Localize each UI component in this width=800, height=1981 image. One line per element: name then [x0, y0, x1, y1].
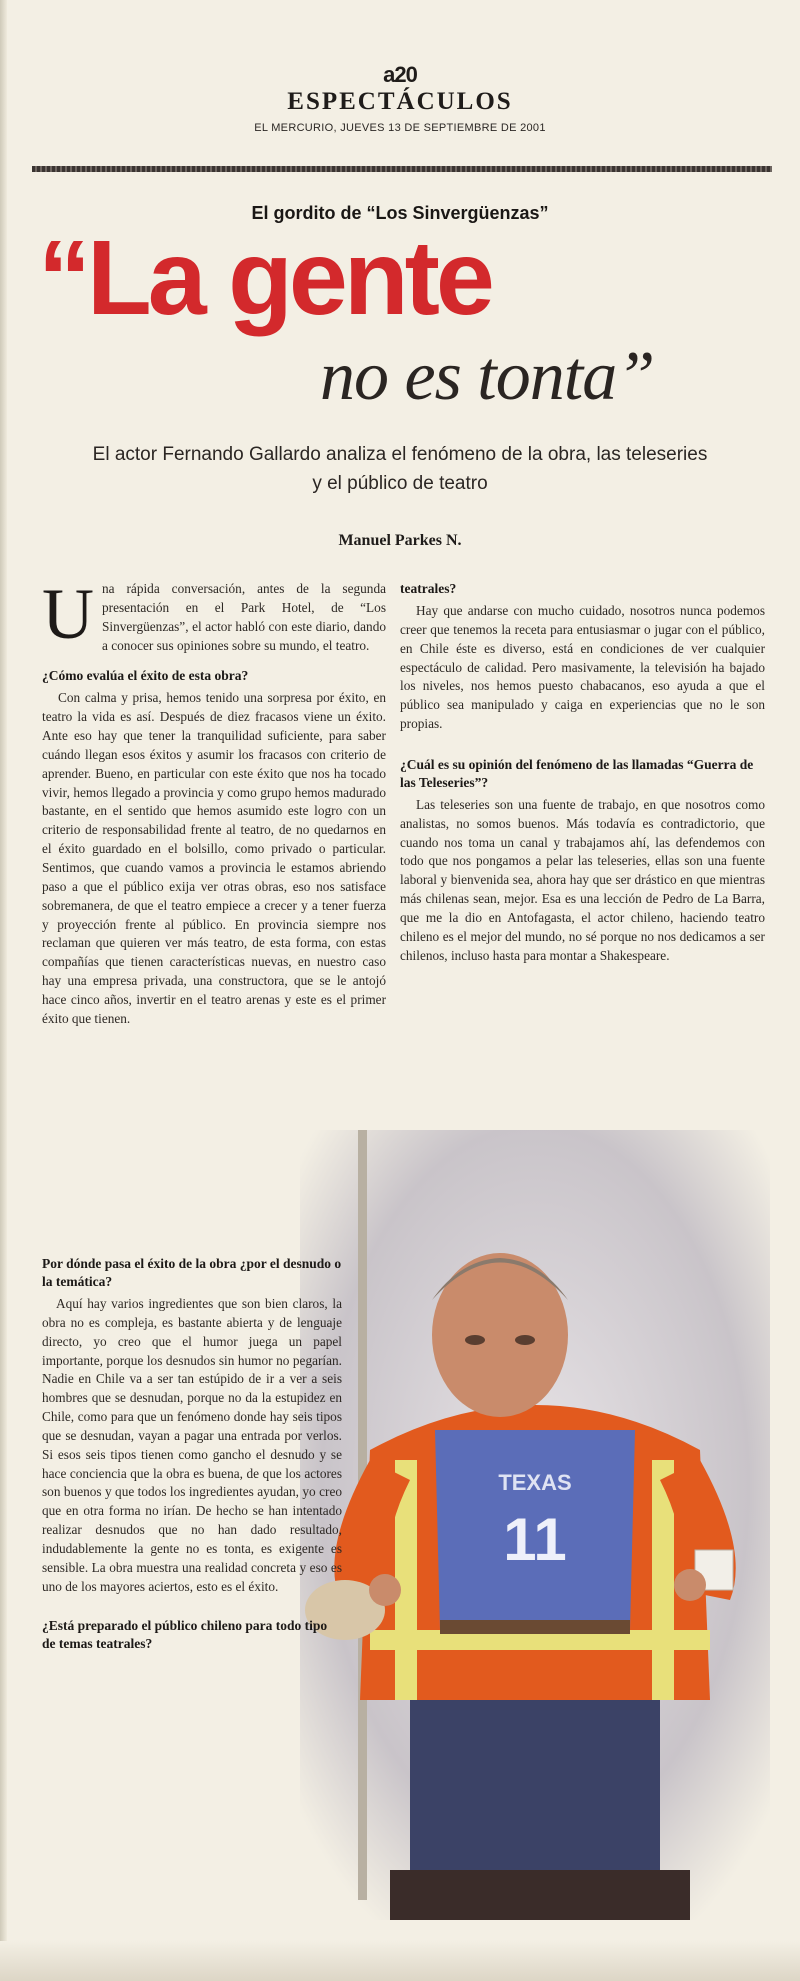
- byline: Manuel Parkes N.: [338, 532, 462, 549]
- headline-main: “La gente: [38, 219, 491, 337]
- intro-paragraph: [42, 574, 386, 655]
- question-1: ¿Cómo evalúa el éxito de esta obra?: [42, 668, 249, 684]
- question-2: Por dónde pasa el éxito de la obra ¿por el desnudo o la temática?: [42, 1256, 342, 1289]
- headline-italic: no es tonta”: [320, 338, 655, 415]
- drop-cap: U: [42, 574, 94, 654]
- dateline: EL MERCURIO, JUEVES 13 DE SEPTIEMBRE DE 2001: [254, 122, 546, 134]
- shirt-number: 11: [503, 1506, 567, 1573]
- intro-text: na rápida conversación, antes de la segunda presentación en el Park Hotel, de “Los Sinvergüenzas”, el actor habló con este diario, dando a conocer sus opiniones sobre su mundo, el teatro.: [102, 581, 386, 653]
- column-left-lower: [42, 1255, 342, 1657]
- column-left: [42, 574, 386, 1029]
- question-3-tail: teatrales?: [400, 581, 457, 596]
- deck: [40, 440, 760, 498]
- header-rule: [32, 166, 772, 172]
- kicker: El gordito de “Los Sinvergüenzas”: [251, 203, 549, 223]
- deck-line-2: y el público de teatro: [312, 473, 488, 494]
- page-number: a20: [383, 62, 417, 87]
- deck-line-1: El actor Fernando Gallardo analiza el fenómeno de la obra, las teleseries: [92, 444, 708, 465]
- shirt-text: TEXAS: [498, 1470, 572, 1495]
- column-right: [400, 580, 765, 966]
- question-4: ¿Cuál es su opinión del fenómeno de las llamadas “Guerra de las Teleseries”?: [400, 756, 754, 790]
- answer-3: Hay que andarse con mucho cuidado, nosotros nunca podemos creer que tenemos la receta para entusiasmar o jugar con el público, en Chile éste es diverso, está en condiciones de ver cualquier espectáculo de calidad. Pero masivamente, la televisión ha bajado los niveles, nos hemos puesto chabacanos, eso ayuda a que el público sea manipulado y caiga en experiencias que no le son propias.: [400, 603, 765, 732]
- page-bottom-shadow: [0, 1941, 800, 1981]
- question-3: ¿Está preparado el público chileno para todo tipo de temas teatrales?: [42, 1617, 328, 1651]
- answer-4: Las teleseries son una fuente de trabajo, en que nosotros como analistas, no somos buenos. Más todavía es contradictorio, que cuando nos toma un canal y trabajamos ahí, las defendemos con todo que nos pongamos a pelar las teleseries, ellas son una fuente laboral y bienvenida sea, ahora hay que ser drástico en que mientras más chilenas sean, mejor. Esa es una lección de Pedro de La Barra, que me la dio en Antofagasta, el actor chileno, haciendo teatro chileno es el mejor del mundo, no sé porque no nos dedicamos a ser chilenos, incluso hasta para montar a Shakespeare.: [400, 796, 765, 963]
- section-title: ESPECTÁCULOS: [287, 88, 513, 115]
- answer-2: Aquí hay varios ingredientes que son bien claros, la obra no es compleja, es bastante abierta y de lenguaje directo, yo creo que el humor juega un papel importante, porque los desnudos sin humor no pegarían. Nadie en Chile va a ser tan estúpido de ir a ver a seis hombres que se desnudan, porque no da la estupidez en Chile, como para que un fenómeno donde hay seis tipos que se desnudan, vayan a pagar una entrada por verlos. Si esos seis tipos tienen como gancho el desnudo y se hace conciencia que la obra es buena, de que los actores son buenos y que todos los ingredientes ayudan, yo creo que en otra forma no irían. De hecho se han intentado realizar desnudos que no han dado resultado, indudablemente la gente no es tonta, es exigente es sensible. La obra muestra una realidad concreta y eso es uno de los mayores aciertos, esto es el éxito.: [42, 1296, 342, 1594]
- answer-1: Con calma y prisa, hemos tenido una sorpresa por éxito, en teatro la vida es así. Después de diez fracasos viene un éxito. Ante eso hay que tener la tranquilidad suficiente, para saber cuándo llegan esos éxitos y asumir los fracasos con criterio de aprender. Bueno, en particular con este éxito que nos ha tocado vivir, hemos llegado a provincia y como grupo hemos madurado bastante, en el sentido que hemos asumido este logro con un criterio de responsabilidad frente al teatro, de no quedarnos en el éxito guardado en el bolsillo, como privado o particular. Sentimos, que cuando vamos a provincia le estamos abriendo paso a que el público exija ver otras obras, eso nos satisface sobremanera, de que el teatro empiece a crecer y a tener fuerza y proyección frente al público. En provincia siempre nos reclaman que quieren ver más teatro, de esta forma, con estas compañías que tienen características nuevas, en nuestro caso hay una empresa privada, una constructora, que se le antojó hace cinco años, invertir en el teatro arenas y este es el primer éxito que tienen.: [42, 690, 386, 1026]
- page-edge: [0, 0, 7, 1981]
- actor-photo: [300, 1130, 770, 1920]
